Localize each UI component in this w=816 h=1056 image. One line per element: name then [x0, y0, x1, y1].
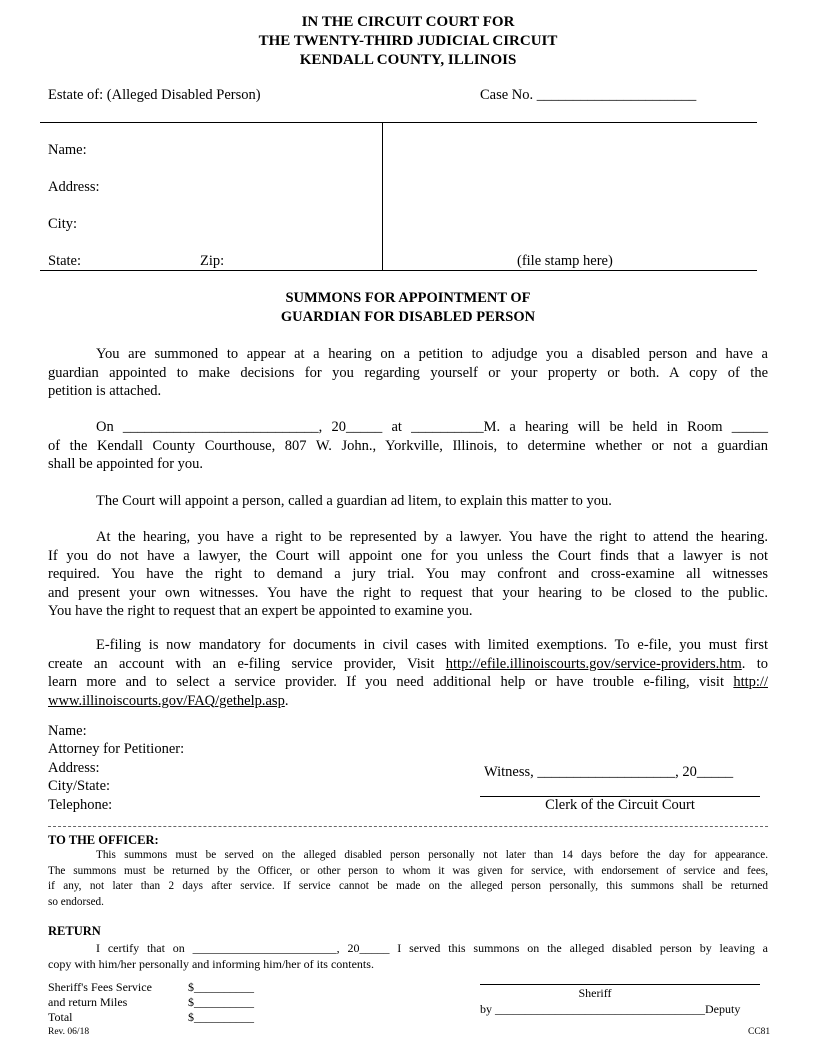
cut-line — [48, 826, 768, 827]
paragraph-line — [48, 673, 768, 692]
deputy-signature-line[interactable]: by ___________________________________Deputy — [480, 1002, 741, 1016]
paragraph-summons — [48, 345, 768, 401]
fees-service-label: Sheriff's Fees Service — [48, 980, 152, 994]
paragraph-line: E-filing is now mandatory for documents in civil cases with limited exemptions. To e-file, you must first — [96, 637, 768, 653]
party-zip-label: Zip: — [200, 253, 225, 269]
fees-total-label: Total — [48, 1010, 73, 1024]
officer-line: The summons must be returned by the Officer, or other person to whom it was given for service, with endorsement of service and fees, — [48, 864, 768, 877]
paragraph-line: shall be appointed for you. — [48, 456, 204, 472]
paragraph-line — [48, 692, 768, 711]
officer-line: so endorsed. — [48, 895, 104, 908]
revision-label: Rev. 06/18 — [48, 1027, 90, 1037]
file-stamp-label: (file stamp here) — [517, 253, 613, 269]
paragraph-guardian-ad-litem — [48, 492, 768, 511]
paragraph-line — [48, 655, 768, 674]
estate-label: Estate of: (Alleged Disabled Person) — [48, 87, 261, 103]
party-state-label: State: — [48, 253, 82, 269]
case-number-field[interactable]: Case No. ______________________ — [480, 87, 697, 103]
gethelp-link-part1[interactable]: http:// — [733, 674, 768, 690]
paragraph-line: and present your own witnesses. You have the right to request that your hearing to be closed to the public. — [48, 584, 768, 601]
paragraph-line: On ___________________________, 20_____ at __________M. a hearing will be held in Room _____ — [96, 419, 768, 435]
paragraph-line: guardian appointed to make decisions for you regarding yourself or your property or both. A copy of the — [48, 364, 768, 381]
paragraph-line: of the Kendall County Courthouse, 807 W. John., Yorkville, Illinois, to determine whether or not a guardian — [48, 437, 768, 454]
return-line: copy with him/her personally and informing him/her of its contents. — [48, 957, 374, 971]
party-name-label: Name: — [48, 142, 87, 158]
court-header-line1: IN THE CIRCUIT COURT FOR — [301, 14, 515, 30]
paragraph-line: You have the right to request that an expert be appointed to examine you. — [48, 603, 473, 619]
officer-line: This summons must be served on the alleged disabled person personally not later than 14 days before the day for appearance. — [96, 849, 768, 861]
caption-divider — [382, 122, 383, 270]
attorney-telephone-label: Telephone: — [48, 797, 113, 813]
summons-title-line1: SUMMONS FOR APPOINTMENT OF — [285, 290, 531, 306]
officer-instructions — [48, 848, 768, 910]
return-line: I certify that on ________________________, 20_____ I served this summons on the alleged disabled person by leaving a — [96, 941, 768, 955]
form-code: CC81 — [748, 1027, 771, 1037]
clerk-label: Clerk of the Circuit Court — [545, 797, 695, 813]
fees-miles-amount[interactable]: $__________ — [188, 995, 254, 1009]
fees-miles-label: and return Miles — [48, 995, 128, 1009]
paragraph-hearing-date — [48, 418, 768, 474]
caption-bottom-rule — [40, 270, 757, 271]
fees-service-amount[interactable]: $__________ — [188, 980, 254, 994]
caption-top-rule — [40, 122, 757, 123]
paragraph-line: At the hearing, you have a right to be represented by a lawyer. You have the right to attend the hearing. — [96, 529, 768, 545]
sheriff-label: Sheriff — [578, 986, 612, 1000]
efile-providers-link[interactable]: http://efile.illinoiscourts.gov/service-providers.htm — [445, 655, 742, 672]
attorney-address-label: Address: — [48, 760, 100, 776]
officer-heading: TO THE OFFICER: — [48, 833, 159, 847]
attorney-name-label: Name: — [48, 723, 87, 739]
summons-title-line2: GUARDIAN FOR DISABLED PERSON — [280, 309, 536, 325]
paragraph-line: The Court will appoint a person, called a guardian ad litem, to explain this matter to you. — [96, 493, 612, 509]
witness-line[interactable]: Witness, ___________________, 20_____ — [484, 764, 734, 780]
party-address-label: Address: — [48, 179, 100, 195]
gethelp-link-part2[interactable]: www.illinoiscourts.gov/FAQ/gethelp.asp — [48, 692, 285, 709]
text-segment: . — [284, 692, 289, 709]
paragraph-efiling — [48, 636, 768, 710]
text-segment: create an account with an e-filing service provider, Visit — [48, 655, 446, 672]
fees-total-amount[interactable]: $__________ — [188, 1010, 254, 1024]
paragraph-line: petition is attached. — [48, 383, 162, 399]
attorney-for-label: Attorney for Petitioner: — [48, 741, 185, 757]
paragraph-line: You are summoned to appear at a hearing on a petition to adjudge you a disabled person and have a — [96, 346, 768, 362]
text-segment: learn more and to select a service provider. If you need additional help or have trouble e-filing, visit — [48, 674, 734, 690]
text-segment: . to — [741, 655, 768, 672]
sheriff-signature-line — [480, 984, 760, 985]
officer-line: if any, not later than 2 days after service. If service cannot be made on the alleged person personally, this summons shall be returned — [48, 880, 768, 892]
paragraph-line: required. You have the right to demand a jury trial. You may confront and cross-examine all witnesses — [48, 566, 768, 582]
return-certification — [48, 940, 768, 972]
court-header-line2: THE TWENTY-THIRD JUDICIAL CIRCUIT — [258, 33, 558, 49]
paragraph-line: If you do not have a lawyer, the Court will appoint one for you unless the Court finds that a lawyer is not — [48, 547, 768, 564]
paragraph-rights — [48, 528, 768, 621]
return-heading: RETURN — [48, 924, 101, 938]
court-header-line3: KENDALL COUNTY, ILLINOIS — [299, 52, 517, 68]
party-city-label: City: — [48, 216, 78, 232]
attorney-city-state-label: City/State: — [48, 778, 111, 794]
